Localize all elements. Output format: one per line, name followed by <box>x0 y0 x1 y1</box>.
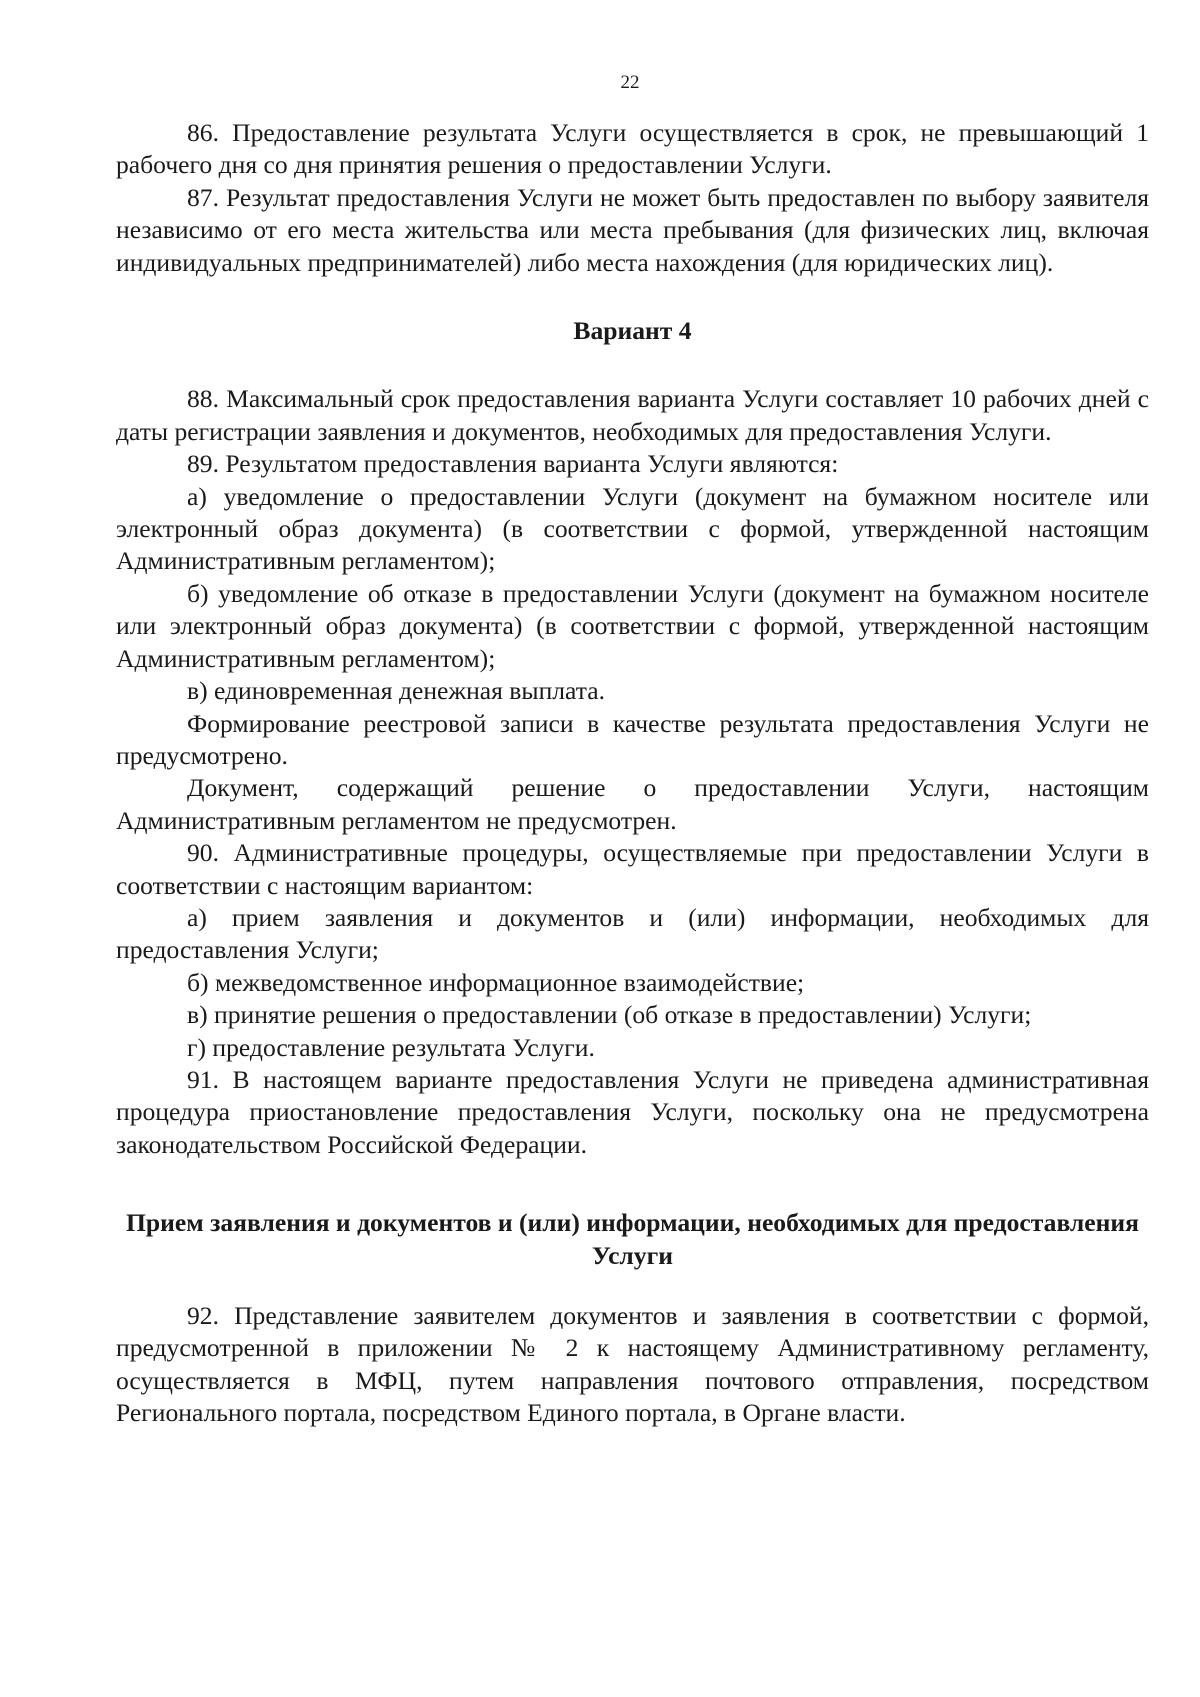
paragraph-86: 86. Предоставление результата Услуги осуществляется в срок, не превышающий 1 рабочего дня со дня принятия решения о предоставлении Услуги. <box>116 118 1149 180</box>
paragraph-90-item-b: б) межведомственное информационное взаимодействие; <box>187 967 805 997</box>
paragraph-89-item-b: б) уведомление об отказе в предоставлении Услуги (документ на бумажном носителе или электронный образ документа) (в соответствии с формой, утвержденной настоящим Административным регламентом); <box>116 578 1149 673</box>
paragraph-registry-record: Формирование реестровой записи в качестве результата предоставления Услуги не предусмотрено. <box>116 708 1149 770</box>
paragraph-89-item-a: а) уведомление о предоставлении Услуги (документ на бумажном носителе или электронный образ документа) (в соответствии с формой, утвержденной настоящим Административным регламентом); <box>116 481 1149 576</box>
paragraph-90-item-a: а) прием заявления и документов и (или) информации, необходимых для предоставления Услуги; <box>116 902 1149 965</box>
paragraph-decision-document: Документ, содержащий решение о предоставлении Услуги, настоящим Административным регламентом не предусмотрен. <box>116 773 1149 835</box>
page-number: 22 <box>620 72 640 93</box>
paragraph-89: 89. Результатом предоставления варианта Услуги являются: <box>187 449 839 479</box>
paragraph-89-item-v: в) единовременная денежная выплата. <box>187 676 606 706</box>
paragraph-91: 91. В настоящем варианте предоставления Услуги не приведена административная процедура приостановление предоставления Услуги, поскольку она не предусмотрена законодательством Российской Федерации. <box>116 1064 1149 1159</box>
paragraph-90: 90. Административные процедуры, осуществляемые при предоставлении Услуги в соответствии с настоящим вариантом: <box>116 838 1149 900</box>
document-body <box>116 117 1149 1430</box>
paragraph-92: 92. Представление заявителем документов и заявления в соответствии с формой, предусмотренной в приложении № 2 к настоящему Административному регламенту, осуществляется в МФЦ, путем направления почтового отправления, посредством Регионального портала, посредством Единого портала, в Органе власти. <box>116 1301 1149 1428</box>
section-heading-reception: Прием заявления и документов и (или) информации, необходимых для предоставления Услуги <box>125 1208 1139 1270</box>
paragraph-87: 87. Результат предоставления Услуги не может быть предоставлен по выбору заявителя независимо от его места жительства или места пребывания (для физических лиц, включая индивидуальных предпринимателей) либо места нахождения (для юридических лиц). <box>116 182 1149 277</box>
paragraph-88: 88. Максимальный срок предоставления варианта Услуги составляет 10 рабочих дней с даты регистрации заявления и документов, необходимых для предоставления Услуги. <box>116 384 1149 446</box>
section-heading-variant-4: Вариант 4 <box>573 316 692 346</box>
paragraph-90-item-g: г) предоставление результата Услуги. <box>187 1032 595 1062</box>
paragraph-90-item-v: в) принятие решения о предоставлении (об отказе в предоставлении) Услуги; <box>187 1000 1032 1030</box>
